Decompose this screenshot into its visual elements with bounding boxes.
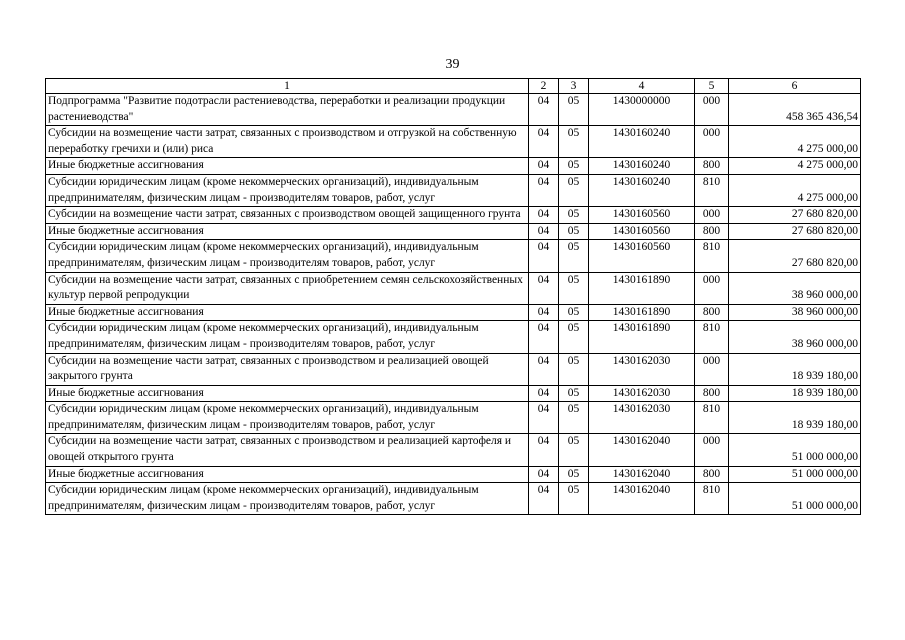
amount: 38 960 000,00 [729,272,861,304]
table-row [46,174,861,206]
column-header: 5 [695,79,729,94]
target-article-code: 1430000000 [589,94,695,126]
target-article-code: 1430162040 [589,483,695,515]
column-header: 1 [46,79,529,94]
expense-type-code: 000 [695,272,729,304]
subsection-code: 05 [559,207,589,224]
row-name: Иные бюджетные ассигнования [46,466,529,483]
amount: 27 680 820,00 [729,240,861,272]
target-article-code: 1430160240 [589,126,695,158]
amount: 4 275 000,00 [729,174,861,206]
target-article-code: 1430162030 [589,402,695,434]
subsection-code: 05 [559,466,589,483]
subsection-code: 05 [559,223,589,240]
amount: 18 939 180,00 [729,353,861,385]
amount: 51 000 000,00 [729,466,861,483]
row-name: Иные бюджетные ассигнования [46,223,529,240]
row-name: Субсидии на возмещение части затрат, связанных с производством и отгрузкой на собственную переработку гречихи и (или) риса [46,126,529,158]
table-row [46,483,861,515]
subsection-code: 05 [559,434,589,466]
target-article-code: 1430161890 [589,321,695,353]
section-code: 04 [529,272,559,304]
section-code: 04 [529,94,559,126]
row-name: Подпрограмма "Развитие подотрасли растениеводства, переработки и реализации продукции растениеводства" [46,94,529,126]
section-code: 04 [529,223,559,240]
table-row [46,353,861,385]
row-name: Субсидии на возмещение части затрат, связанных с производством овощей защищенного грунта [46,207,529,224]
subsection-code: 05 [559,483,589,515]
amount: 27 680 820,00 [729,207,861,224]
column-header: 3 [559,79,589,94]
table-row [46,223,861,240]
row-name: Субсидии на возмещение части затрат, связанных с приобретением семян сельскохозяйственных культур первой репродукции [46,272,529,304]
subsection-code: 05 [559,402,589,434]
table-row [46,240,861,272]
expense-type-code: 000 [695,207,729,224]
expense-type-code: 000 [695,434,729,466]
row-name: Субсидии юридическим лицам (кроме некоммерческих организаций), индивидуальным предпринимателям, физическим лицам - производителям товаров, работ, услуг [46,483,529,515]
amount: 27 680 820,00 [729,223,861,240]
row-name: Субсидии на возмещение части затрат, связанных с производством и реализацией овощей закрытого грунта [46,353,529,385]
amount: 38 960 000,00 [729,304,861,321]
subsection-code: 05 [559,385,589,402]
expense-type-code: 800 [695,223,729,240]
target-article-code: 1430160560 [589,240,695,272]
expense-type-code: 800 [695,466,729,483]
table-header-row [46,79,861,94]
expense-type-code: 810 [695,240,729,272]
section-code: 04 [529,402,559,434]
table-row [46,158,861,175]
page-number: 39 [445,57,460,72]
target-article-code: 1430160560 [589,223,695,240]
target-article-code: 1430160240 [589,158,695,175]
section-code: 04 [529,304,559,321]
amount: 18 939 180,00 [729,402,861,434]
column-header: 6 [729,79,861,94]
row-name: Иные бюджетные ассигнования [46,385,529,402]
section-code: 04 [529,321,559,353]
row-name: Иные бюджетные ассигнования [46,158,529,175]
subsection-code: 05 [559,321,589,353]
target-article-code: 1430161890 [589,304,695,321]
amount: 4 275 000,00 [729,158,861,175]
section-code: 04 [529,126,559,158]
table-row [46,304,861,321]
subsection-code: 05 [559,126,589,158]
expense-type-code: 000 [695,126,729,158]
table-row [46,385,861,402]
section-code: 04 [529,158,559,175]
amount: 458 365 436,54 [729,94,861,126]
row-name: Субсидии юридическим лицам (кроме некоммерческих организаций), индивидуальным предпринимателям, физическим лицам - производителям товаров, работ, услуг [46,174,529,206]
row-name: Субсидии юридическим лицам (кроме некоммерческих организаций), индивидуальным предпринимателям, физическим лицам - производителям товаров, работ, услуг [46,240,529,272]
target-article-code: 1430162040 [589,466,695,483]
expense-type-code: 810 [695,321,729,353]
row-name: Субсидии юридическим лицам (кроме некоммерческих организаций), индивидуальным предпринимателям, физическим лицам - производителям товаров, работ, услуг [46,402,529,434]
target-article-code: 1430162030 [589,353,695,385]
target-article-code: 1430162030 [589,385,695,402]
subsection-code: 05 [559,240,589,272]
expense-type-code: 810 [695,483,729,515]
table-row [46,434,861,466]
subsection-code: 05 [559,94,589,126]
target-article-code: 1430161890 [589,272,695,304]
table-row [46,321,861,353]
expense-type-code: 810 [695,402,729,434]
row-name: Иные бюджетные ассигнования [46,304,529,321]
subsection-code: 05 [559,174,589,206]
table-row [46,207,861,224]
target-article-code: 1430160240 [589,174,695,206]
section-code: 04 [529,353,559,385]
expense-type-code: 800 [695,304,729,321]
row-name: Субсидии на возмещение части затрат, связанных с производством и реализацией картофеля и овощей открытого грунта [46,434,529,466]
section-code: 04 [529,483,559,515]
budget-table [45,78,861,515]
expense-type-code: 000 [695,94,729,126]
table-row [46,402,861,434]
amount: 38 960 000,00 [729,321,861,353]
amount: 51 000 000,00 [729,434,861,466]
section-code: 04 [529,240,559,272]
subsection-code: 05 [559,272,589,304]
table-row [46,94,861,126]
section-code: 04 [529,466,559,483]
column-header: 4 [589,79,695,94]
amount: 18 939 180,00 [729,385,861,402]
table-row [46,126,861,158]
subsection-code: 05 [559,353,589,385]
table-row [46,466,861,483]
subsection-code: 05 [559,304,589,321]
target-article-code: 1430162040 [589,434,695,466]
expense-type-code: 000 [695,353,729,385]
section-code: 04 [529,385,559,402]
section-code: 04 [529,207,559,224]
expense-type-code: 800 [695,158,729,175]
expense-type-code: 800 [695,385,729,402]
amount: 51 000 000,00 [729,483,861,515]
subsection-code: 05 [559,158,589,175]
target-article-code: 1430160560 [589,207,695,224]
section-code: 04 [529,174,559,206]
column-header: 2 [529,79,559,94]
table-row [46,272,861,304]
amount: 4 275 000,00 [729,126,861,158]
expense-type-code: 810 [695,174,729,206]
row-name: Субсидии юридическим лицам (кроме некоммерческих организаций), индивидуальным предпринимателям, физическим лицам - производителям товаров, работ, услуг [46,321,529,353]
section-code: 04 [529,434,559,466]
